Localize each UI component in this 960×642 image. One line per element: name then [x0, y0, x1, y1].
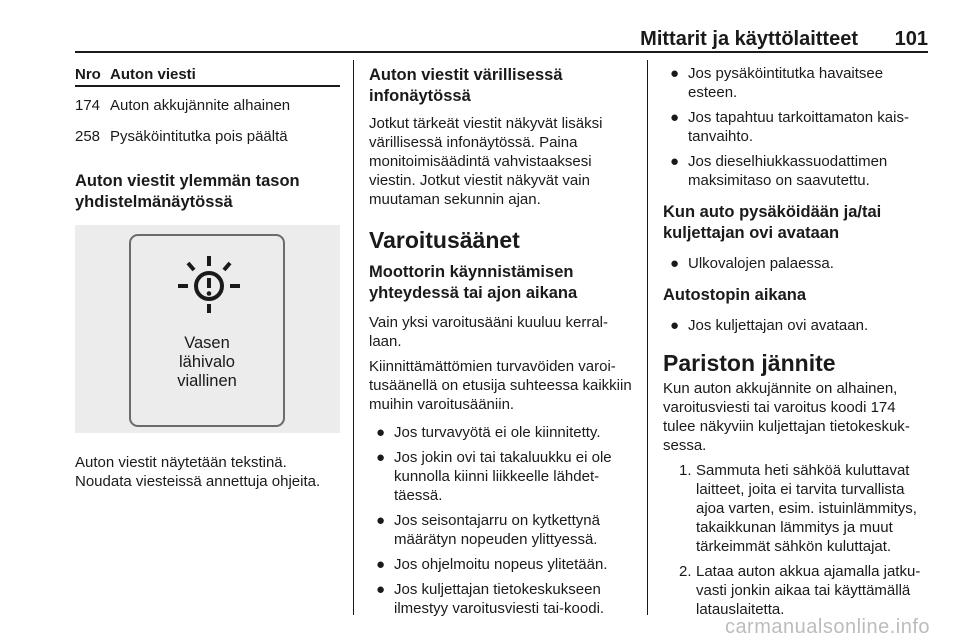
warning-line-2: lähivalo — [179, 353, 235, 371]
table-row — [75, 118, 340, 149]
table-header-row — [75, 60, 340, 86]
message-table — [75, 60, 340, 149]
heading-autostop: Autostopin aikana — [663, 286, 807, 304]
column-1 — [75, 60, 340, 491]
column-2 — [369, 60, 633, 624]
bullet-icon: ● — [376, 581, 386, 598]
warning-line-1: Vasen — [184, 334, 230, 352]
battery-steps-list — [663, 461, 928, 619]
paragraph-battery: Kun auton akkujännite on alhainen, varoitusviesti tai varoitus koodi 174 tulee näkyviin kuljettajan tietokeskuksessa. — [663, 380, 910, 454]
heading-upper-display: Auton viestit ylemmän tason yhdistelmänäytössä — [75, 172, 300, 211]
table-header-message: Auton viesti — [110, 60, 340, 86]
bullet-icon: ● — [376, 449, 386, 466]
paragraph-one-chime: Vain yksi varoitusääni kuuluu kerrallaan. — [369, 314, 609, 350]
column-divider-1 — [353, 60, 354, 615]
column-divider-2 — [647, 60, 648, 615]
paragraph-messages-text: Auton viestit näytetään tekstinä. Noudata viesteissä annettuja ohjeita. — [75, 454, 321, 490]
list-item: ● Jos seisontajarru on kytkettynä määrätyn nopeuden ylittyessä. — [376, 512, 600, 548]
list-item: ● Jos ohjelmoitu nopeus ylitetään. — [376, 556, 608, 573]
heading-warning-chimes: Varoitusäänet — [369, 227, 520, 253]
lamp-fault-icon — [177, 254, 241, 314]
warning-text — [131, 334, 283, 391]
bullet-icon: ● — [670, 317, 680, 334]
autostop-list — [663, 316, 928, 335]
list-item: ● Jos pysäköintitutka havaitsee esteen. — [670, 65, 884, 101]
header-rule — [75, 51, 928, 53]
display-illustration — [75, 225, 340, 433]
column-3 — [663, 60, 928, 625]
step-number: 2. — [679, 563, 692, 580]
heading-battery-voltage: Pariston jännite — [663, 350, 836, 376]
table-cell-message: Pysäköintitutka pois päältä — [110, 128, 288, 145]
bullet-icon: ● — [670, 65, 680, 82]
chime-conditions-list-continued — [663, 64, 928, 190]
list-item: ● Jos tapahtuu tarkoittamaton kaistanvaihto. — [670, 109, 909, 145]
bullet-icon: ● — [376, 556, 386, 573]
table-row — [75, 86, 340, 118]
page-header — [75, 22, 928, 52]
list-item: ● Jos dieselhiukkassuodattimen maksimitaso on saavutettu. — [670, 153, 888, 189]
list-item: ● Jos kuljettajan tietokeskukseen ilmestyy varoitusviesti tai-koodi. — [376, 581, 605, 617]
warning-display — [129, 234, 285, 427]
list-item: ● Jos turvavyötä ei ole kiinnitetty. — [376, 424, 601, 441]
table-cell-no: 258 — [75, 128, 101, 145]
list-item: ● Jos jokin ovi tai takaluukku ei ole kunnolla kiinni liikkeelle lähdettäessä. — [376, 449, 612, 504]
list-item: 2. Lataa auton akkua ajamalla jatkuvasti jonkin aikaa tai käyttämällä latauslaitetta. — [679, 563, 921, 618]
bullet-icon: ● — [670, 153, 680, 170]
page-number: 101 — [894, 28, 928, 50]
table-cell-message: Auton akkujännite alhainen — [110, 97, 291, 114]
bullet-icon: ● — [376, 512, 386, 529]
chime-conditions-list — [369, 423, 633, 618]
bullet-icon: ● — [670, 255, 680, 272]
bullet-icon: ● — [376, 424, 386, 441]
heading-color-display: Auton viestit värillisessä infonäytössä — [369, 66, 563, 105]
watermark: carmanualsonline.info — [724, 616, 930, 638]
step-number: 1. — [679, 462, 692, 479]
list-item: 1. Sammuta heti sähköä kuluttavat laitteet, joita ei tarvita turvallista ajoa varten, esim. istuinlämmitys, takaikkunan lämmitys ja muut tärkeimmät sähkön kuluttajat. — [679, 462, 917, 555]
list-item: ● Jos kuljettajan ovi avataan. — [670, 317, 869, 334]
section-title: Mittarit ja käyttölaitteet — [640, 28, 858, 50]
warning-line-3: viallinen — [177, 372, 237, 390]
list-item: ● Ulkovalojen palaessa. — [670, 255, 834, 272]
table-cell-no: 174 — [75, 97, 101, 114]
heading-engine-start: Moottorin käynnistämisen yhteydessä tai ajon aikana — [369, 263, 578, 302]
bullet-icon: ● — [670, 109, 680, 126]
table-header-no: Nro — [75, 60, 110, 86]
paragraph-color-display: Jotkut tärkeät viestit näkyvät lisäksi värillisessä infonäytössä. Paina monitoimisäädintä vahvistaaksesi viestin. Jotkut viestit näkyvät vain muutaman sekunnin ajan. — [369, 115, 603, 208]
heading-parked: Kun auto pysäköidään ja/tai kuljettajan ovi avataan — [663, 203, 882, 242]
paragraph-seatbelt-priority: Kiinnittämättömien turvavöiden varoitusäänellä on etusija suhteessa kaikkiin muihin varoitusääniin. — [369, 358, 632, 413]
parked-list — [663, 254, 928, 273]
